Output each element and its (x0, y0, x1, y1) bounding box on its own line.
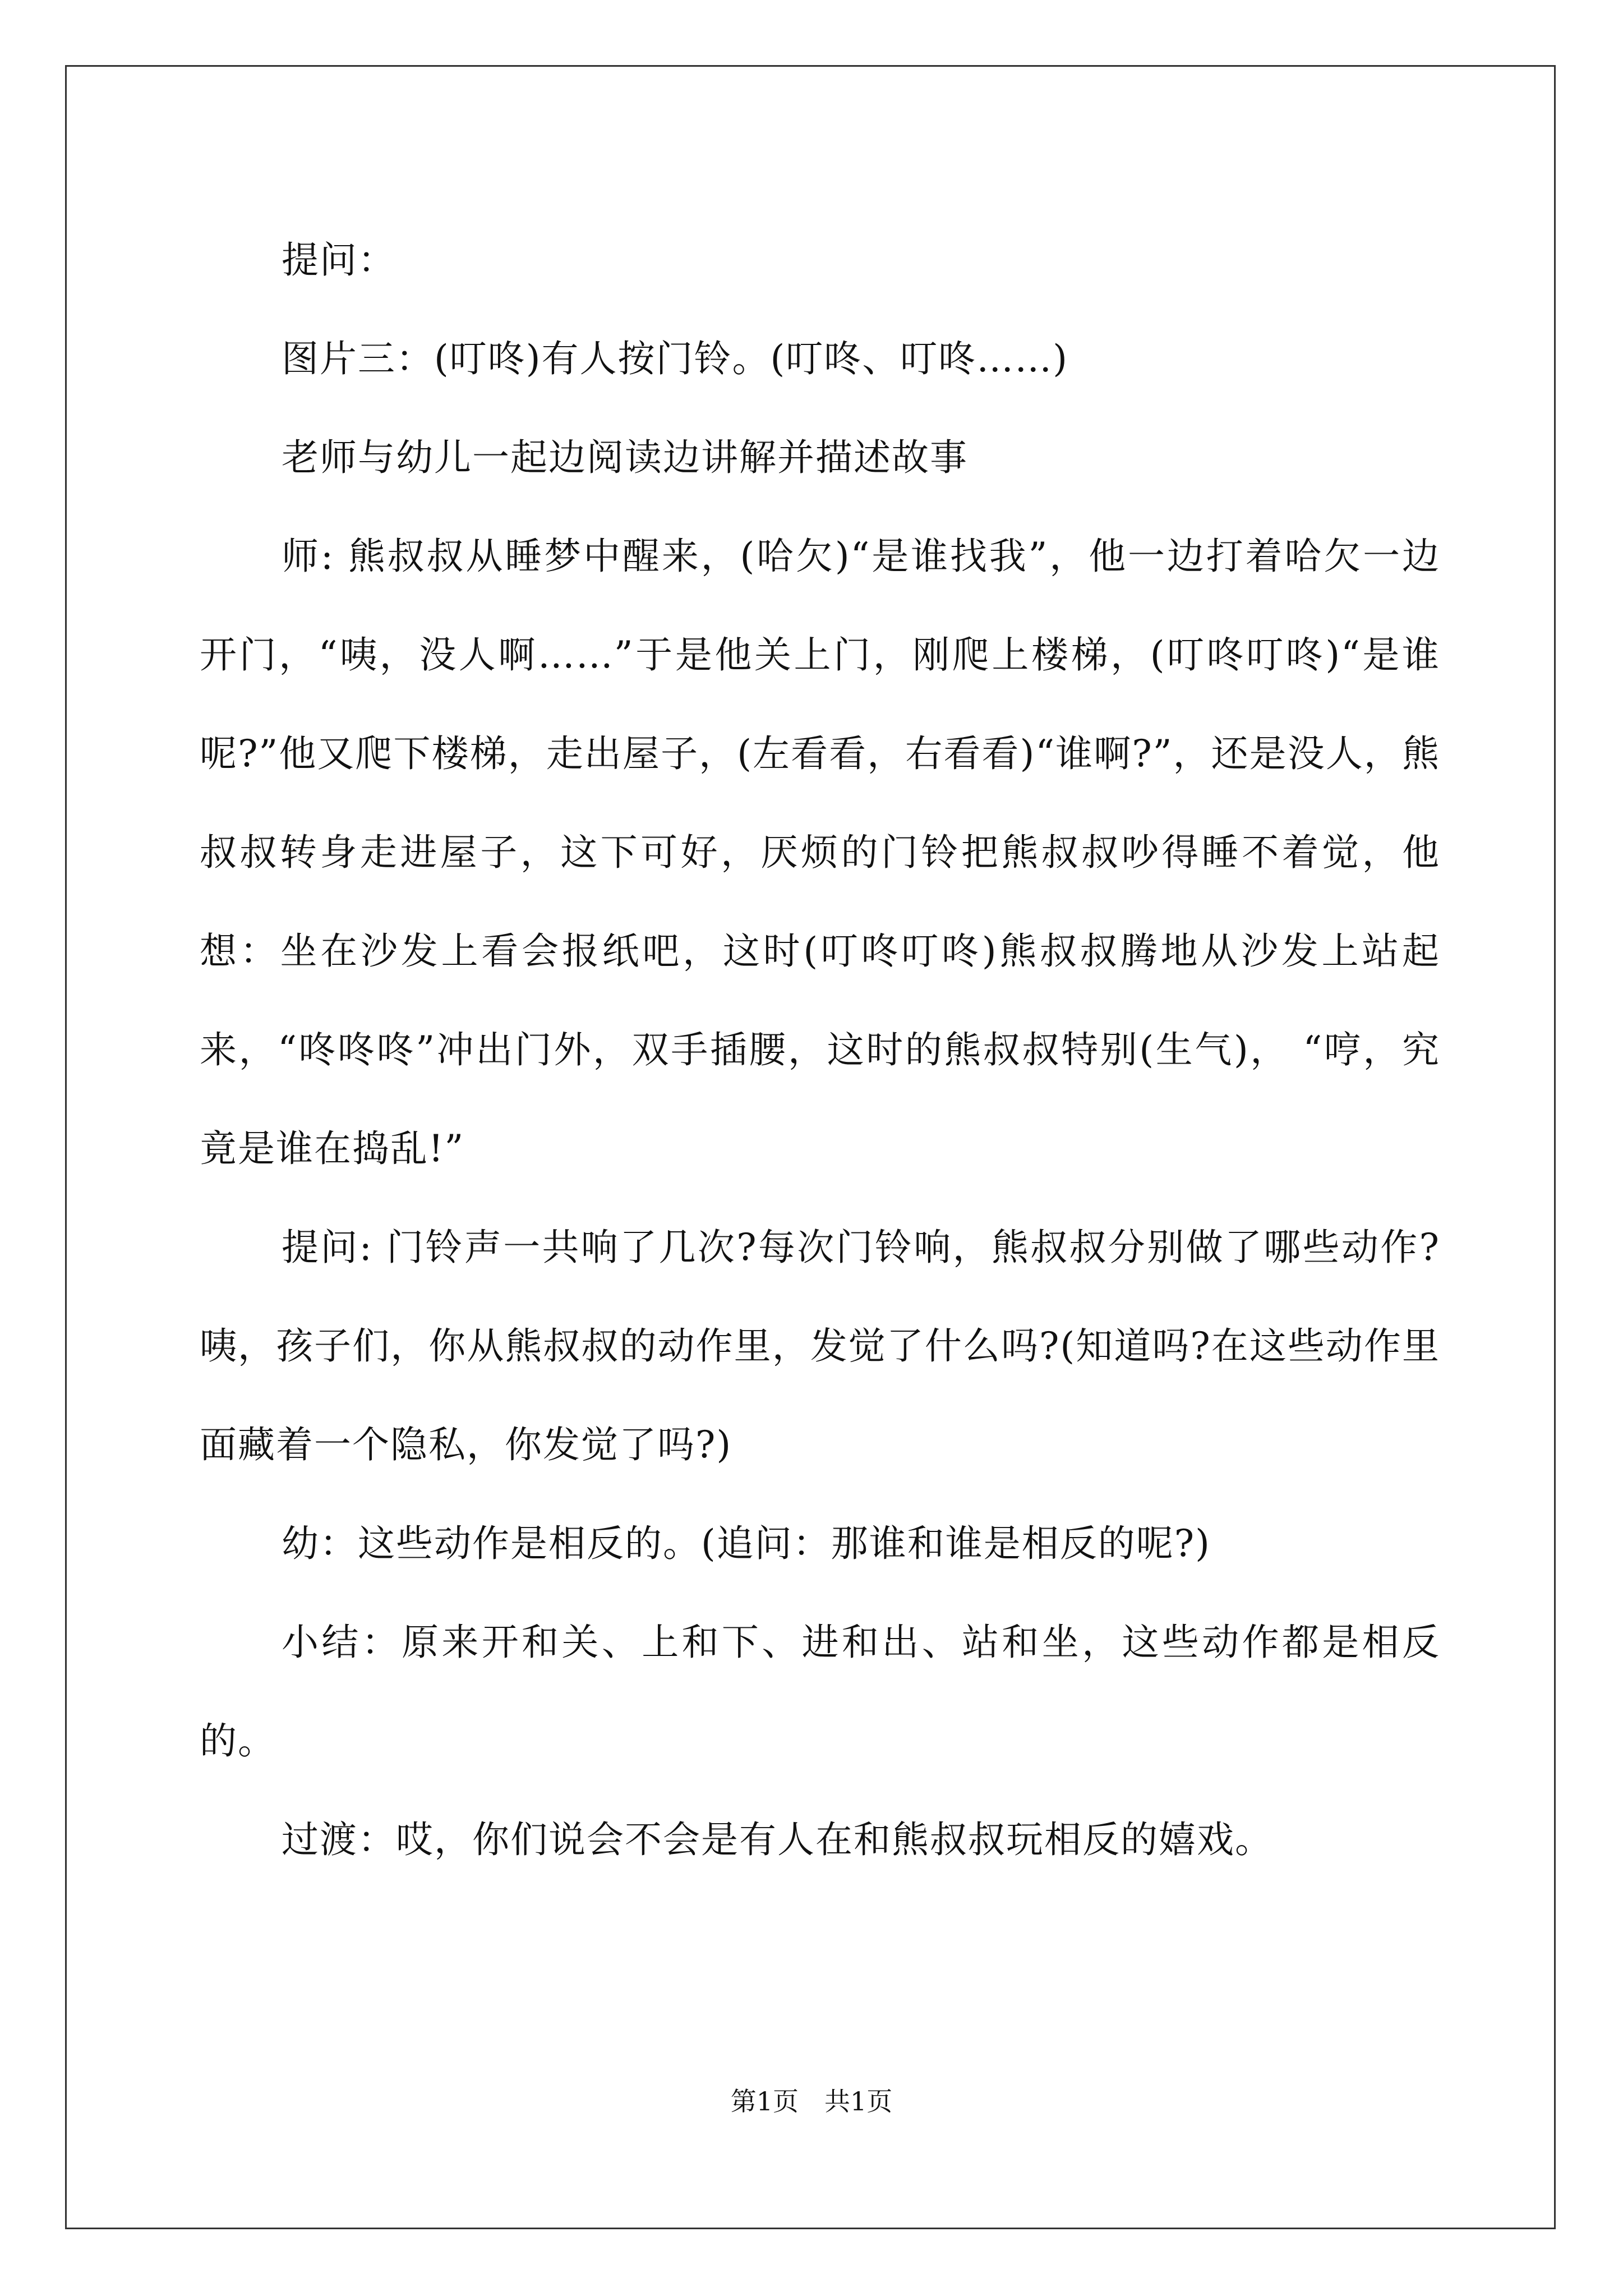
paragraph: 师: 熊叔叔从睡梦中醒来，(哈欠)“是谁找我”，他一边打着哈欠一边开门，“咦，没人啊……”于是他关上门，刚爬上楼梯，(叮咚叮咚)“是谁呢?”他又爬下楼梯，走出屋子，(左看看，右看看)“谁啊?”，还是没人，熊叔叔转身走进屋子，这下可好，厌烦的门铃把熊叔叔吵得睡不着觉，他想：坐在沙发上看会报纸吧，这时(叮咚叮咚)熊叔叔腾地从沙发上站起来，“咚咚咚”冲出门外，双手插腰，这时的熊叔叔特别(生气)， “哼，究竟是谁在捣乱!” (200, 535, 1440, 1170)
paragraph: 图片三：(叮咚)有人按门铃。(叮咚、叮咚……) (282, 337, 1068, 380)
paragraph: 小结：原来开和关、上和下、进和出、站和坐，这些动作都是相反的。 (200, 1621, 1440, 1763)
page-number-total: 共1页 (824, 2086, 893, 2116)
paragraph: 老师与幼儿一起边阅读边讲解并描述故事 (282, 436, 968, 479)
page-number-current: 第1页 (730, 2086, 799, 2116)
page-footer (0, 2081, 1623, 2118)
paragraph: 幼：这些动作是相反的。(追问：那谁和谁是相反的呢?) (282, 1522, 1211, 1565)
paragraph: 提问： (282, 238, 396, 282)
paragraph: 过渡：哎，你们说会不会是有人在和熊叔叔玩相反的嬉戏。 (282, 1818, 1273, 1861)
document-body (200, 211, 1440, 1889)
paragraph: 提问: 门铃声一共响了几次?每次门铃响，熊叔叔分别做了哪些动作?咦，孩子们，你从熊叔叔的动作里，发觉了什么吗?(知道吗?在这些动作里面藏着一个隐私，你发觉了吗?) (200, 1226, 1440, 1466)
